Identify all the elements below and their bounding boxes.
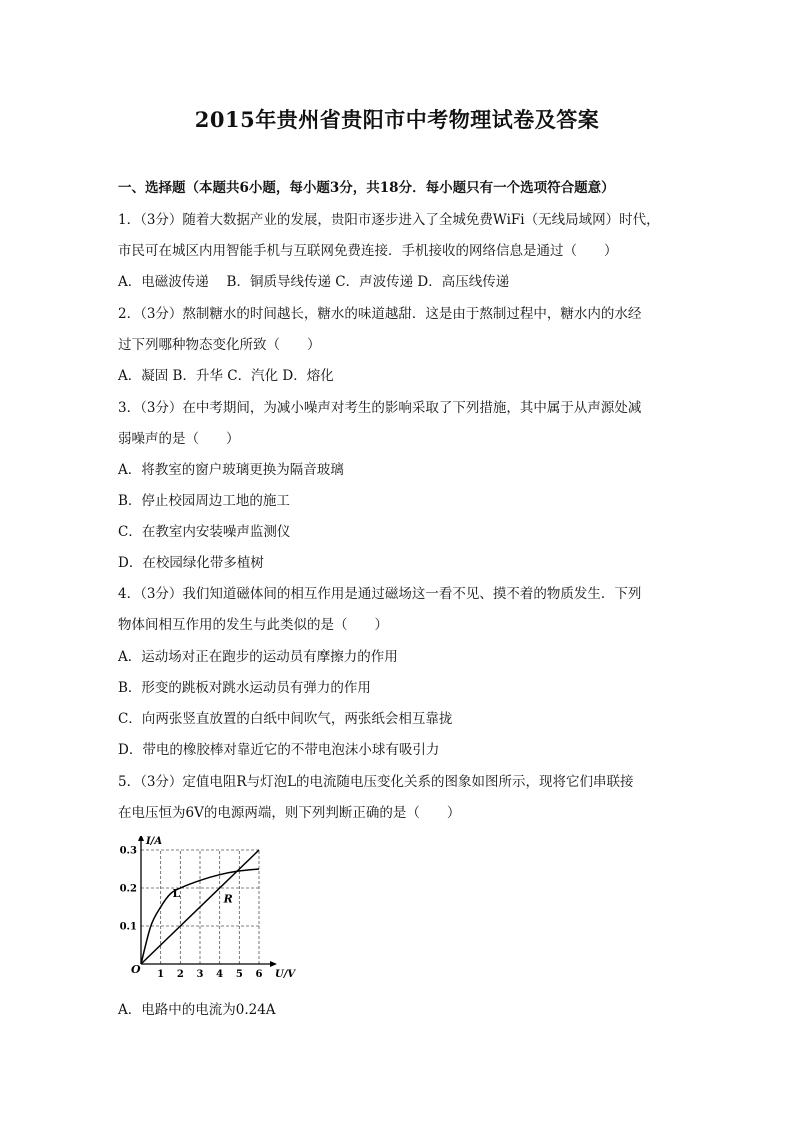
q1-options: A．电磁波传递 B．铜质导线传递 C．声波传递 D．高压线传递 bbox=[118, 274, 510, 290]
q2-line1: 2．（3分）熬制糖水的时间越长，糖水的味道越甜．这是由于熬制过程中，糖水内的水经 bbox=[118, 306, 642, 322]
q5-line2: 在电压恒为6V的电源两端，则下列判断正确的是（ ） bbox=[118, 805, 461, 821]
y-tick-label: 0.1 bbox=[119, 921, 137, 933]
q5-line1: 5．（3分）定值电阻R与灯泡L的电流随电压变化关系的图象如图所示，现将它们串联接 bbox=[118, 774, 634, 790]
iu-graph bbox=[118, 836, 308, 986]
q3-option-d: D．在校园绿化带多植树 bbox=[118, 555, 264, 571]
section-heading: 一、选择题（本题共6小题，每小题3分，共18分．每小题只有一个选项符合题意） bbox=[118, 180, 615, 196]
x-tick-label: 3 bbox=[196, 969, 204, 980]
q4-option-c: C．向两张竖直放置的白纸中间吹气，两张纸会相互靠拢 bbox=[118, 711, 453, 727]
q4-line2: 物体间相互作用的发生与此类似的是（ ） bbox=[118, 617, 388, 633]
series-R-label: R bbox=[223, 892, 233, 906]
x-axis-label: U/V bbox=[275, 969, 296, 980]
y-axis-label: I/A bbox=[146, 836, 163, 847]
x-tick-label: 5 bbox=[235, 969, 243, 980]
q5-option-a: A．电路中的电流为0.24A bbox=[118, 1002, 276, 1018]
x-tick-label: 6 bbox=[255, 969, 263, 980]
q4-option-d: D．带电的橡胶棒对靠近它的不带电泡沫小球有吸引力 bbox=[118, 742, 440, 758]
q1-line2: 市民可在城区内用智能手机与互联网免费连接．手机接收的网络信息是通过（ ） bbox=[118, 243, 618, 259]
x-tick-label: 2 bbox=[176, 969, 184, 980]
document-title: 2015年贵州省贵阳市中考物理试卷及答案 bbox=[194, 107, 600, 132]
q3-option-b: B．停止校园周边工地的施工 bbox=[118, 493, 290, 509]
x-tick-label: 1 bbox=[157, 969, 165, 980]
x-tick-label: 4 bbox=[216, 969, 224, 980]
q3-line2: 弱噪声的是（ ） bbox=[118, 431, 240, 447]
q3-option-c: C．在教室内安装噪声监测仪 bbox=[118, 524, 291, 540]
series-L-label: L bbox=[172, 886, 181, 900]
y-axis-arrow bbox=[138, 836, 144, 841]
q3-option-a: A．将教室的窗户玻璃更换为隔音玻璃 bbox=[118, 462, 344, 478]
q1-line1: 1．（3分）随着大数据产业的发展，贵阳市逐步进入了全城免费WiFi（无线局域网）时代， bbox=[118, 212, 660, 228]
x-axis-arrow bbox=[270, 961, 277, 967]
q2-line2: 过下列哪种物态变化所致（ ） bbox=[118, 337, 321, 353]
q4-line1: 4．（3分）我们知道磁体间的相互作用是通过磁场这一看不见、摸不着的物质发生．下列 bbox=[118, 586, 642, 602]
q4-option-a: A．运动场对正在跑步的运动员有摩擦力的作用 bbox=[118, 649, 398, 665]
q3-line1: 3．（3分）在中考期间，为减小噪声对考生的影响采取了下列措施，其中属于从声源处减 bbox=[118, 400, 642, 416]
q4-option-b: B．形变的跳板对跳水运动员有弹力的作用 bbox=[118, 680, 371, 696]
y-tick-label: 0.3 bbox=[119, 845, 137, 857]
y-tick-label: 0.2 bbox=[119, 883, 137, 895]
origin-label: O bbox=[131, 963, 141, 976]
q2-options: A．凝固 B．升华 C．汽化 D．熔化 bbox=[118, 368, 334, 384]
